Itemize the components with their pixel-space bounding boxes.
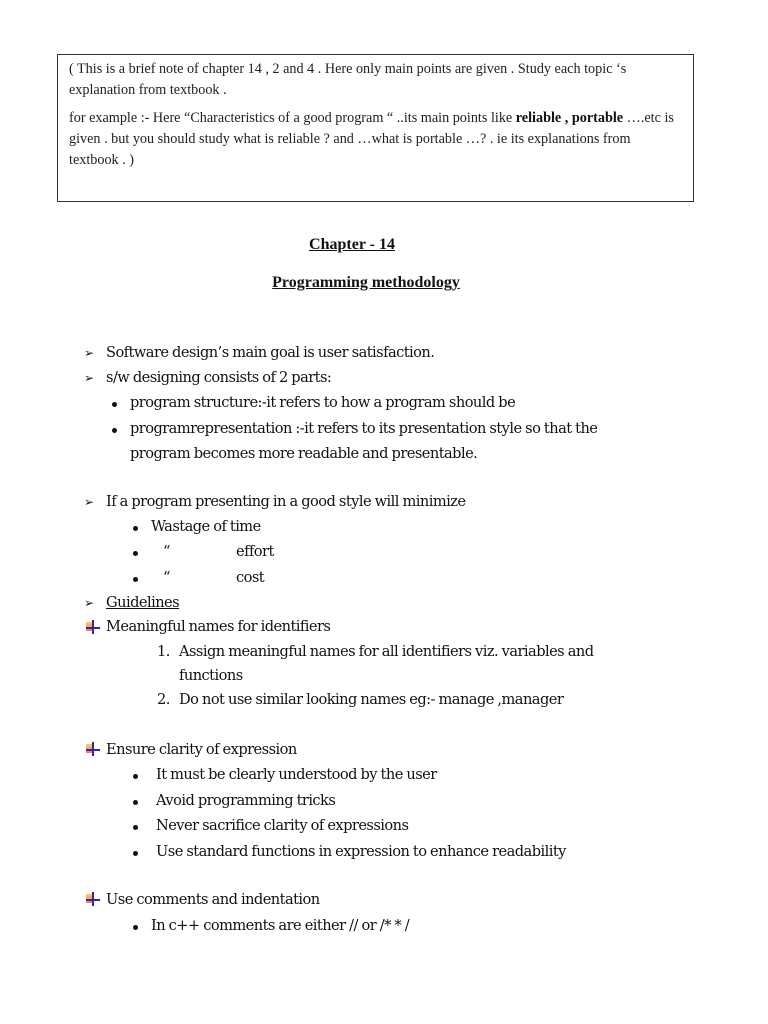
clarity-item: Never sacrifice clarity of expressions <box>156 817 409 834</box>
clarity-item: Use standard functions in expression to enhance readability <box>156 843 566 860</box>
note-paragraph-2 <box>69 108 683 171</box>
bullet-dot-icon <box>133 774 138 779</box>
minimize-effort: effort <box>236 543 274 560</box>
minimize-cost: cost <box>236 569 265 586</box>
guideline-1-item-2: Do not use similar looking names eg:- manage ,manager <box>179 691 564 708</box>
bullet-dot-icon <box>112 402 117 407</box>
point-good-style: If a program presenting in a good style will minimize <box>106 493 466 510</box>
bullet-dot-icon <box>133 526 138 531</box>
comments-item: In c++ comments are either // or /* * / <box>151 917 410 934</box>
note-paragraph-1: ( This is a brief note of chapter 14 , 2 and 4 . Here only main points are given . Study each topic ‘s explanation from textbook . <box>69 61 627 98</box>
ditto-mark: “ <box>163 543 170 560</box>
chapter-title: Programming methodology <box>272 274 460 291</box>
clarity-item: Avoid programming tricks <box>156 792 336 809</box>
guideline-clarity: Ensure clarity of expression <box>106 741 297 758</box>
note-box <box>57 54 694 202</box>
sub-program-structure: program structure:-it refers to how a program should be <box>130 394 516 411</box>
bullet-dot-icon <box>133 825 138 830</box>
bullet-dot-icon <box>133 577 138 582</box>
bullet-dot-icon <box>133 800 138 805</box>
point-user-satisfaction: Software design’s main goal is user satisfaction. <box>106 344 435 361</box>
bullet-dot-icon <box>133 925 138 930</box>
arrow-bullet-icon: ➢ <box>84 371 95 385</box>
guideline-1-item-1-cont: functions <box>179 667 243 684</box>
arrow-bullet-icon: ➢ <box>84 495 95 509</box>
minimize-time: Wastage of time <box>151 518 261 535</box>
plus-bullet-icon <box>86 742 100 756</box>
list-number: 1. <box>157 643 170 660</box>
note-paragraph-2-start: for example :- Here “Characteristics of a good program “ ..its main points like <box>69 110 516 126</box>
clarity-item: It must be clearly understood by the user <box>156 766 437 783</box>
note-bold-terms: reliable , portable <box>515 110 624 126</box>
guidelines-heading: Guidelines <box>106 594 180 611</box>
plus-bullet-icon <box>86 620 100 634</box>
list-number: 2. <box>157 691 170 708</box>
plus-bullet-icon <box>86 892 100 906</box>
guideline-meaningful-names: Meaningful names for identifiers <box>106 618 331 635</box>
bullet-dot-icon <box>112 428 117 433</box>
arrow-bullet-icon: ➢ <box>84 596 95 610</box>
guideline-comments: Use comments and indentation <box>106 891 320 908</box>
chapter-heading: Chapter - 14 <box>309 236 395 253</box>
ditto-mark: “ <box>163 569 170 586</box>
bullet-dot-icon <box>133 851 138 856</box>
bullet-dot-icon <box>133 551 138 556</box>
sub-program-representation-cont: program becomes more readable and presentable. <box>130 445 478 462</box>
arrow-bullet-icon: ➢ <box>84 346 95 360</box>
sub-program-representation: programrepresentation :-it refers to its presentation style so that the <box>130 420 598 437</box>
point-design-parts: s/w designing consists of 2 parts: <box>106 369 332 386</box>
note-paragraph-2-end: ….etc is given . but you should study what is reliable ? and …what is portable …? . ie its explanations from textbook . ) <box>69 110 674 168</box>
guideline-1-item-1: Assign meaningful names for all identifiers viz. variables and <box>179 643 594 660</box>
